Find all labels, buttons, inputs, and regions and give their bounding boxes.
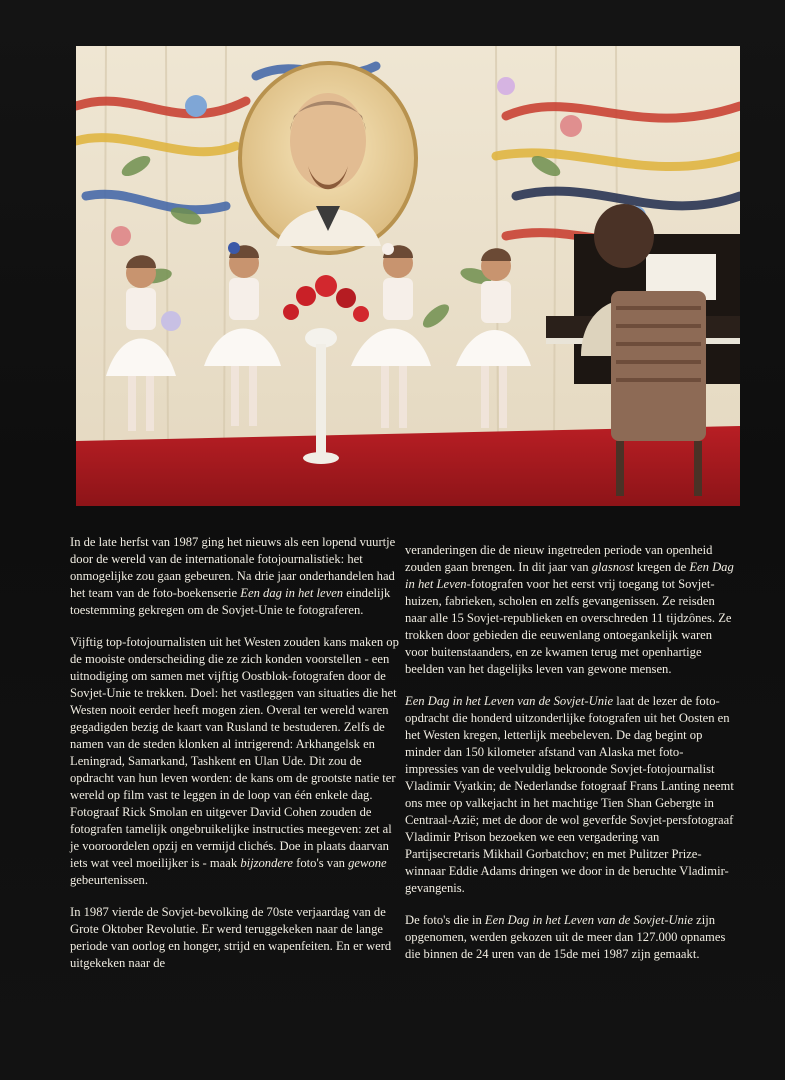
text-column-right [405, 542, 735, 978]
paragraph-text: laat de lezer de foto-opdracht die honderd uitzonderlijke fotografen uit het Oosten en het Westen kregen, letterlijk meebeleven. De dag begint op minder dan 150 kilometer afstand van Alaska met foto-impressies van de veelvuldig bekroonde Sovjet-fotojournalist Vladimir Vyatkin; de Nederlandse fotograaf Frans Lanting neemt ons mee op valkejacht in het machtige Tien Shan Gebergte in Centraal-Azië; met de door de wol geverfde Sovjet-persfotograaf Vladimir Prison bezoeken we een vergadering van Partijsecretaris Mikhail Gorbatchov; en met Pulitzer Prize-winnaar Eddie Adams dringen we door in de beruchte Vladimir-gevangenis. [405, 694, 734, 895]
paragraph-text: -fotografen voor het eerst vrij toegang tot Sovjet-huizen, fabrieken, scholen en zelfs gevangenissen. Ze reisden naar alle 15 Sovjet-republieken en overschreden 11 tijdzônes. Ze trokken door gebieden die eeuwenlang ontoegankelijk waren voor buitenstaanders, en ze kwamen terug met openhartige beelden van het dagelijks leven van gewone mensen. [405, 577, 732, 676]
paragraph-text: foto's van [293, 856, 349, 870]
paragraph-text: Vijftig top-fotojournalisten uit het Westen zouden kans maken op de mooiste onderscheiding die ze zich konden voorstellen - een uitnodiging om samen met vijftig Oostblok-fotografen door de Sovjet-Unie te trekken. Doel: het vastleggen van situaties die het Westen nooit eerder heeft mogen zien. Overal ter wereld waren gegadigden bezig de kaart van Rusland te bestuderen. Zelfs de namen van de steden klonken al intrigerend: Arkhangelsk en Leningrad, Samarkand, Tashkent en Ulan Ude. Dit zou de opdracht van hun leven worden: de kans om de grootste natie ter wereld op film vast te leggen in de loop van één enkele dag. Fotograaf Rick Smolan en uitgever David Cohen zouden de fotografen tamelijk ongebruikelijke instructies meegeven: zet al je vooroordelen opzij en vermijd clichés. Doe in plaats daarvan iets wat veel moeilijker is - maak [70, 635, 399, 870]
paragraph-text: In de late herfst van 1987 ging het nieuws als een lopend vuurtje door de wereld van de internationale fotojournalistiek: het onmogelijke zou gaan gebeuren. Na drie jaar onderhandelen had het team van de foto-boekenserie [70, 535, 396, 600]
paragraph [405, 542, 735, 678]
paragraph [70, 904, 400, 972]
paragraph-text: In 1987 vierde de Sovjet-bevolking de 70ste verjaardag van de Grote Oktober Revolutie. Er werd teruggekeken naar de lange periode van oorlog en honger, strijd en wapenfeiten. En er werd uitgekeken naar de [70, 905, 392, 970]
paragraph-text: gebeurtenissen. [70, 873, 148, 887]
paragraph-text: veranderingen die de nieuw ingetreden periode van openheid zouden gaan brengen. In dit jaar van [405, 543, 713, 574]
book-title: Een Dag in het Leven van de Sovjet-Unie [405, 694, 614, 708]
book-title: Een Dag in het Leven [405, 560, 734, 591]
paragraph-text: zijn opgenomen, werden gekozen uit de meer dan 127.000 opnames die binnen de 24 uren van de 15de mei 1987 zijn gemaakt. [405, 913, 726, 961]
paragraph [70, 534, 400, 619]
text-column-left [70, 534, 400, 987]
paragraph-text: De foto's die in [405, 913, 485, 927]
paragraph [405, 693, 735, 897]
paragraph-text: eindelijk toestemming gekregen om de Sovjet-Unie te fotograferen. [70, 586, 391, 617]
photo-illustration [76, 46, 740, 506]
emphasis: bijzondere [240, 856, 294, 870]
emphasis: gewone [348, 856, 387, 870]
paragraph [70, 634, 400, 889]
paragraph [405, 912, 735, 963]
book-title: Een dag in het leven [240, 586, 344, 600]
cover-photograph [76, 46, 740, 506]
emphasis: glasnost [591, 560, 634, 574]
book-title: Een Dag in het Leven van de Sovjet-Unie [484, 913, 693, 927]
paragraph-text: kregen de [633, 560, 690, 574]
